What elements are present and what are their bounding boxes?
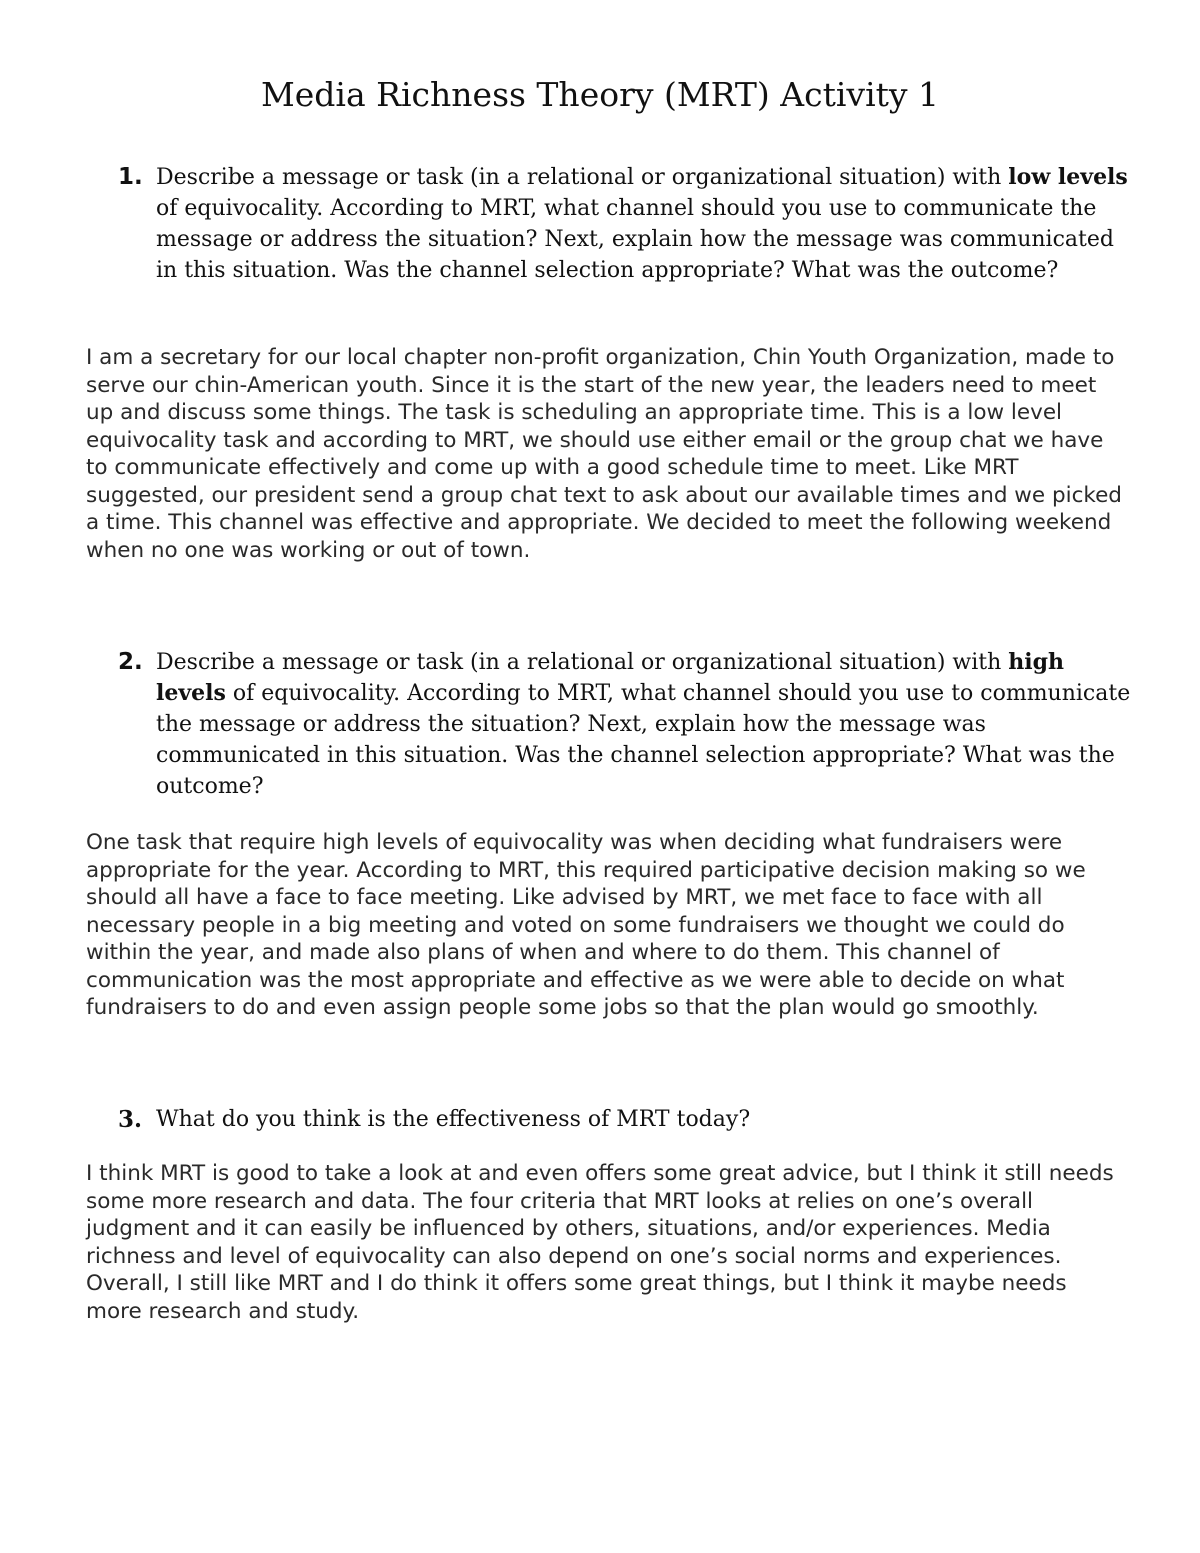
question-3 — [118, 1104, 1136, 1135]
answer-2: One task that require high levels of equivocality was when deciding what fundraisers were appropriate for the year. According to MRT, this required participative decision making so we should all have a face to face meeting. Like advised by MRT, we met face to face with all necessary people in a big meeting and voted on some fundraisers we thought we could do within the year, and made also plans of when and where to do them. This channel of communication was the most appropriate and effective as we were able to decide on what fundraisers to do and even assign people some jobs so that the plan would go smoothly. — [86, 830, 1086, 1020]
question-1 — [118, 162, 1136, 286]
question-text: of equivocality. According to MRT, what channel should you use to communicate the message or address the situation? Next, explain how the message was communicated in this situation. Was the channel selection appropriate? What was the outcome? — [156, 681, 1131, 799]
question-text: of equivocality. According to MRT, what channel should you use to communicate the message or address the situation? Next, explain how the message was communicated in this situation. Was the channel selection appropriate? What was the outcome? — [156, 196, 1114, 283]
question-text: Describe a message or task (in a relational or organizational situation) with — [156, 165, 1009, 190]
question-2 — [118, 647, 1136, 802]
question-number: 2. — [118, 649, 143, 675]
document-title: Media Richness Theory (MRT) Activity 1 — [260, 75, 940, 114]
answer-1: I am a secretary for our local chapter non-profit organization, Chin Youth Organization, made to serve our chin-American youth. Since it is the start of the new year, the leaders need to meet up and discuss some things. The task is scheduling an appropriate time. This is a low level equivocality task and according to MRT, we should use either email or the group chat we have to communicate effectively and come up with a good schedule time to meet. Like MRT suggested, our president send a group chat text to ask about our available times and we picked a time. This channel was effective and appropriate. We decided to meet the following weekend when no one was working or out of town. — [86, 345, 1122, 563]
question-emphasis: low levels — [1008, 164, 1128, 190]
question-number: 3. — [118, 1106, 143, 1133]
question-number: 1. — [118, 164, 143, 190]
question-emphasis: high levels — [156, 649, 1065, 706]
question-text: What do you think is the effectiveness of MRT today? — [156, 1107, 751, 1132]
question-text: Describe a message or task (in a relational or organizational situation) with — [156, 650, 1009, 675]
answer-3: I think MRT is good to take a look at and even offers some great advice, but I think it still needs some more research and data. The four criteria that MRT looks at relies on one’s overall judgment and it can easily be influenced by others, situations, and/or experiences. Media richness and level of equivocality can also depend on one’s social norms and experiences. Overall, I still like MRT and I do think it offers some great things, but I think it maybe needs more research and study. — [86, 1161, 1114, 1324]
